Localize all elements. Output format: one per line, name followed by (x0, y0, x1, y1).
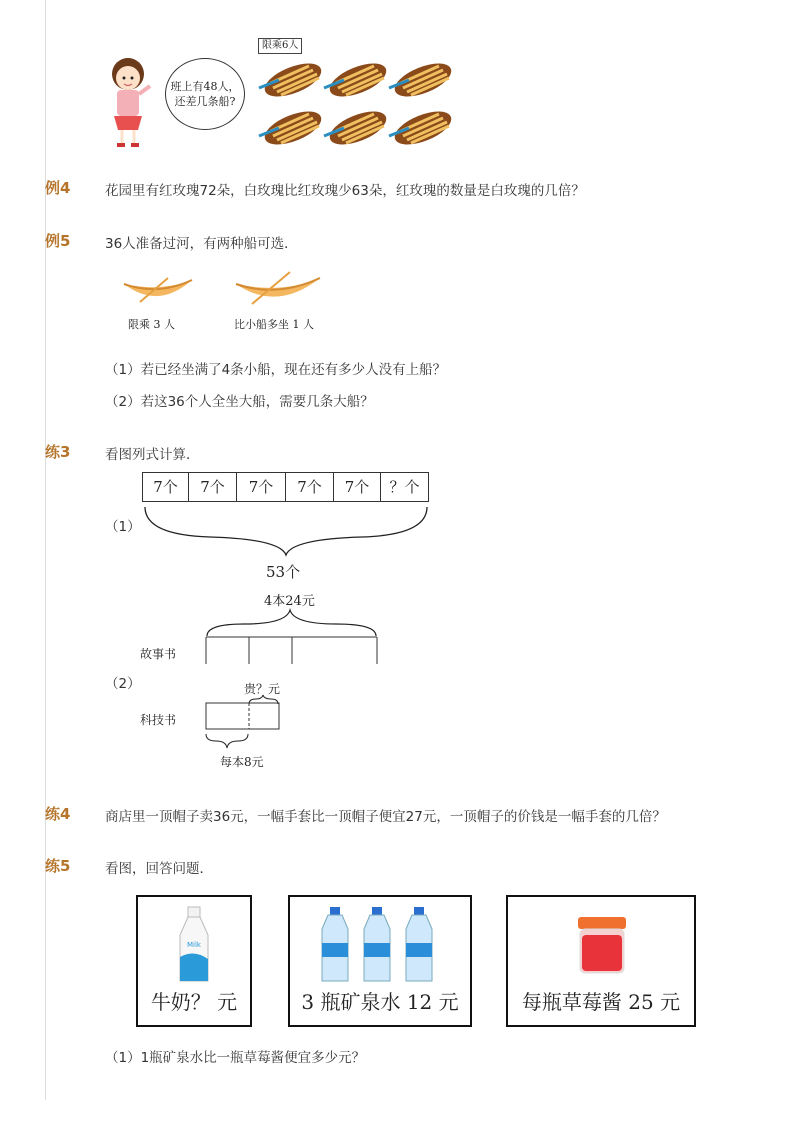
water-bottles-icon (318, 905, 444, 985)
part-2-label: （2） (105, 676, 141, 692)
water-card (288, 895, 472, 1027)
segment-cell: 7个 (189, 473, 237, 501)
example-5-question-2: （2）若这36个人全坐大船，需要几条大船？ (105, 394, 374, 410)
segment-cell: 7个 (237, 473, 286, 501)
practice-5-question-1: （1）1瓶矿泉水比一瓶草莓酱便宜多少元？ (105, 1050, 366, 1066)
science-books-bar (205, 702, 285, 732)
segment-bar (142, 472, 429, 502)
practice-3-text: 看图列式计算． (105, 447, 200, 463)
boat-icon (389, 105, 455, 152)
segment-cell: 7个 (286, 473, 334, 501)
science-books-label: 科技书 (140, 713, 177, 727)
boats-group (255, 58, 455, 153)
story-brace (204, 606, 380, 640)
big-boat-icon (232, 268, 327, 310)
example-5-question-1: （1）若已经坐满了4条小船，现在还有多少人没有上船？ (105, 362, 447, 378)
bubble-line-2: 还差几条船? (174, 95, 236, 108)
story-books-bar (205, 636, 381, 666)
water-caption: 3 瓶矿泉水 12 元 (301, 990, 459, 1014)
segment-cell: ？个 (389, 478, 420, 496)
practice-3-label: 练3 (45, 443, 71, 461)
example-5-text: 36人准备过河，有两种船可选． (105, 236, 298, 252)
girl-illustration (100, 52, 160, 152)
total-count: 53个 (266, 563, 301, 581)
milk-brand: Milk (187, 941, 201, 949)
practice-4-label: 练4 (45, 805, 71, 823)
example-4-text: 花园里有红玫瑰72朵，白玫瑰比红玫瑰少63朵，红玫瑰的数量是白玫瑰的几倍？ (105, 183, 585, 199)
segment-cell: 7个 (334, 473, 381, 501)
more-expensive-label: 贵？元 (244, 682, 281, 696)
milk-caption: 牛奶？ 元 (150, 990, 238, 1014)
big-boat-caption: 比小船多坐 1 人 (234, 318, 314, 331)
story-total-label: 4本24元 (264, 594, 315, 609)
practice-4-text: 商店里一顶帽子卖36元，一幅手套比一顶帽子便宜27元，一顶帽子的价钱是一幅手套的几倍？ (105, 809, 666, 825)
bubble-line-1: 班上有48人， (170, 80, 240, 93)
small-boat-caption: 限乘 3 人 (128, 318, 175, 331)
boat-icon (259, 105, 326, 152)
milk-card (136, 895, 252, 1027)
practice-5-text: 看图，回答问题． (105, 861, 213, 877)
jam-caption: 每瓶草莓酱 25 元 (521, 990, 681, 1014)
segment-cell: 7个 (143, 473, 189, 501)
margin-line (45, 0, 46, 1100)
boat-icon (389, 58, 455, 103)
example-5-label: 例5 (45, 232, 71, 250)
story-books-label: 故事书 (140, 647, 177, 661)
boat-icon (324, 58, 391, 103)
example-4-label: 例4 (45, 179, 71, 197)
each-price-label: 每本8元 (220, 755, 264, 769)
total-brace (140, 505, 432, 557)
milk-bottle-icon (176, 905, 212, 985)
each-price-brace (204, 732, 254, 752)
small-boat-icon (120, 270, 200, 310)
speech-bubble (165, 58, 245, 130)
strawberry-jam-icon (574, 915, 630, 977)
boat-icon (259, 58, 326, 103)
part-1-label: （1） (105, 519, 141, 535)
jam-card (506, 895, 696, 1027)
boat-icon (324, 105, 391, 152)
practice-5-label: 练5 (45, 857, 71, 875)
boat-capacity-tag: 限乘6人 (258, 38, 302, 54)
